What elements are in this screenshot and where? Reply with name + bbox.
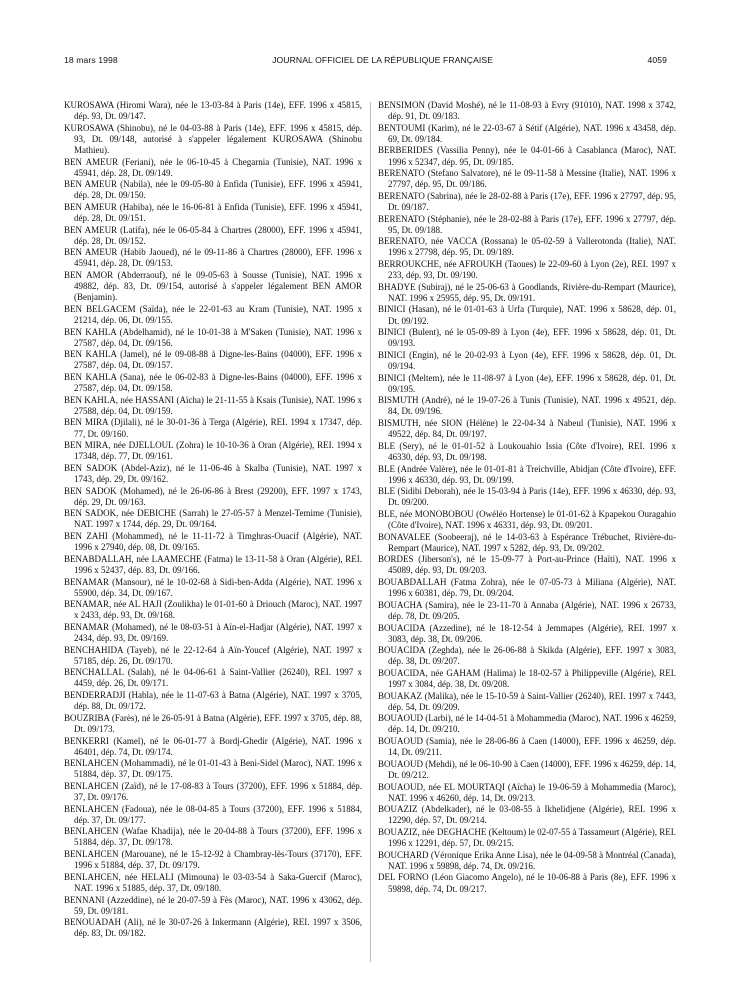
register-entry: BEN MIRA (Djilali), né le 30-01-36 à Terga (Algérie), REI. 1994 x 17347, dép. 77, Dt. 09/160.: [64, 417, 362, 439]
register-entry: BEN KAHLA, née HASSANI (Aïcha) le 21-11-55 à Ksais (Tunisie), NAT. 1996 x 27588, dép. 04, Dt. 09/159.: [64, 394, 362, 416]
register-entry: BOUAOUD (Mehdi), né le 06-10-90 à Caen (14000), EFF. 1996 x 46259, dép. 14, Dt. 09/212.: [378, 758, 676, 780]
register-entry: BENOUADAH (Ali), né le 30-07-26 à Inkermann (Algérie), REI. 1997 x 3506, dép. 83, Dt. 09/182.: [64, 917, 362, 939]
left-column: [64, 100, 362, 982]
register-entry: BEN SADOK, née DEBICHE (Sarrah) le 27-05-57 à Menzel-Temime (Tunisie), NAT. 1997 x 1744, dép. 29, Dt. 09/164.: [64, 508, 362, 530]
register-entry: BEN KAHLA (Abdelhamid), né le 10-01-38 à M'Saken (Tunisie), NAT. 1996 x 27587, dép. 04, Dt. 09/156.: [64, 326, 362, 348]
register-entry: BISMUTH, née SION (Hélène) le 22-04-34 à Nabeul (Tunisie), NAT. 1996 x 49522, dép. 84, Dt. 09/197.: [378, 418, 676, 440]
register-entry: BINICI (Hasan), né le 01-01-63 à Urfa (Turquie), NAT. 1996 x 58628, dép. 01, Dt. 09/192.: [378, 304, 676, 326]
register-entry: BLE (Sidibi Deborah), née le 15-03-94 à Paris (14e), EFF. 1996 x 46330, dép. 93, Dt. 09/200.: [378, 486, 676, 508]
right-column: [378, 100, 676, 982]
register-entry: BERENATO (Sabrina), née le 28-02-88 à Paris (17e), EFF. 1996 x 27797, dép. 95, Dt. 09/187.: [378, 190, 676, 212]
register-entry: BEN SADOK (Mohamed), né le 26-06-86 à Brest (29200), EFF. 1997 x 1743, dép. 29, Dt. 09/163.: [64, 485, 362, 507]
register-entry: BENLAHCEN (Fadoua), née le 08-04-85 à Tours (37200), EFF. 1996 x 51884, dép. 37, Dt. 09/177.: [64, 803, 362, 825]
body-columns: [64, 100, 676, 982]
register-entry: KUROSAWA (Shinobu), né le 04-03-88 à Paris (14e), EFF. 1996 x 45815, dép. 93, Dt. 09/148, autorisé à s'appeler légalement KUROSAWA (Shinobu Mathieu).: [64, 122, 362, 155]
register-entry: BENLAHCEN (Mohammadi), né le 01-01-43 à Beni-Sidel (Maroc), NAT. 1996 x 51884, dép. 37, Dt. 09/175.: [64, 758, 362, 780]
register-entry: BLE (Sery), né le 01-01-52 à Loukouahio Issia (Côte d'Ivoire), REI. 1996 x 46330, dép. 93, Dt. 09/198.: [378, 440, 676, 462]
register-entry: BEN AMOR (Abderraouf), né le 09-05-63 à Sousse (Tunisie), NAT. 1996 x 49882, dép. 83, Dt. 09/154, autorisé à s'appeler légalement BEN AMOR (Benjamin).: [64, 270, 362, 303]
register-entry: BOUZRIBA (Farès), né le 26-05-91 à Batna (Algérie), EFF. 1997 x 3705, dép. 88, Dt. 09/173.: [64, 712, 362, 734]
register-entry: BERENATO (Stéphanie), née le 28-02-88 à Paris (17e), EFF. 1996 x 27797, dép. 95, Dt. 09/188.: [378, 213, 676, 235]
register-entry: BOUACIDA (Zeghda), née le 26-06-88 à Skikda (Algérie), EFF. 1997 x 3083, dép. 38, Dt. 09/207.: [378, 645, 676, 667]
register-entry: DEL FORNO (Léon Giacomo Angelo), né le 10-06-88 à Paris (8e), EFF. 1996 x 59898, dép. 74, Dt. 09/217.: [378, 872, 676, 894]
register-entry: BOUAZIZ (Abdelkader), né le 03-08-55 à Ikhelidjene (Algérie), REI. 1996 x 12290, dép. 57, Dt. 09/214.: [378, 804, 676, 826]
register-entry: BEN BELGACEM (Saïda), née le 22-01-63 au Kram (Tunisie), NAT. 1995 x 21214, dép. 06, Dt. 09/155.: [64, 303, 362, 325]
register-entry: BOUABDALLAH (Fatma Zohra), née le 07-05-73 à Miliana (Algérie), NAT. 1996 x 60381, dép. 79, Dt. 09/204.: [378, 577, 676, 599]
register-entry: BOUACHA (Samira), née le 23-11-70 à Annaba (Algérie), NAT. 1996 x 26733, dép. 78, Dt. 09/205.: [378, 599, 676, 621]
register-entry: BINICI (Engin), né le 20-02-93 à Lyon (4e), EFF. 1996 x 58628, dép. 01, Dt. 09/194.: [378, 349, 676, 371]
header-page-number: 4059: [647, 55, 667, 65]
register-entry: BOUAZIZ, née DEGHACHE (Keltoum) le 02-07-55 à Tassameurt (Algérie), REI. 1996 x 12291, dép. 57, Dt. 09/215.: [378, 827, 676, 849]
register-entry: BERENATO (Stefano Salvatore), né le 09-11-58 à Messine (Italie), NAT. 1996 x 27797, dép. 95, Dt. 09/186.: [378, 168, 676, 190]
register-entry: BOUACIDA, née GAHAM (Halima) le 18-02-57 à Philippeville (Algérie), REI. 1997 x 3084, dép. 38, Dt. 09/208.: [378, 667, 676, 690]
register-entry: BEN AMEUR (Latifa), née le 06-05-84 à Chartres (28000), EFF. 1996 x 45941, dép. 28, Dt. 09/152.: [64, 224, 362, 246]
register-entry: BOUAOUD, née EL MOURTAQI (Aïcha) le 19-06-59 à Mohammedia (Maroc), NAT. 1996 x 46260, dép. 14, Dt. 09/213.: [378, 781, 676, 803]
register-entry: BLE (Andrée Valère), née le 01-01-81 à Treichville, Abidjan (Côte d'Ivoire), EFF. 1996 x 46330, dép. 93, Dt. 09/199.: [378, 463, 676, 485]
register-entry: BENSIMON (David Moshé), né le 11-08-93 à Evry (91010), NAT. 1998 x 3742, dép. 91, Dt. 09/183.: [378, 100, 676, 122]
register-entry: KUROSAWA (Hiromi Wara), née le 13-03-84 à Paris (14e), EFF. 1996 x 45815, dép. 93, Dt. 09/147.: [64, 100, 362, 122]
register-entry: BENDERRADJI (Habla), née le 11-07-63 à Batna (Algérie), NAT. 1997 x 3705, dép. 88, Dt. 09/172.: [64, 690, 362, 712]
register-entry: BISMUTH (André), né le 19-07-26 à Tunis (Tunisie), NAT. 1996 x 49521, dép. 84, Dt. 09/196.: [378, 395, 676, 417]
register-entry: BINICI (Bulent), né le 05-09-89 à Lyon (4e), EFF. 1996 x 58628, dép. 01, Dt. 09/193.: [378, 327, 676, 349]
register-entry: BEN AMEUR (Feriani), née le 06-10-45 à Chegarnia (Tunisie), NAT. 1996 x 45941, dép. 28, Dt. 09/149.: [64, 156, 362, 178]
register-entry: BEN KAHLA (Sana), née le 06-02-83 à Digne-les-Bains (04000), EFF. 1996 x 27587, dép. 04, Dt. 09/158.: [64, 372, 362, 394]
column-divider: [370, 102, 371, 962]
register-entry: BHADYE (Subiraj), né le 25-06-63 à Goodlands, Rivière-du-Rempart (Maurice), NAT. 1996 x 25955, dép. 95, Dt. 09/191.: [378, 281, 676, 303]
register-entry: BENTOUMI (Karim), né le 22-03-67 à Sétif (Algérie), NAT. 1996 x 43458, dép. 69, Dt. 09/184.: [378, 122, 676, 144]
register-entry: BINICI (Meltem), née le 11-08-97 à Lyon (4e), EFF. 1996 x 58628, dép. 01, Dt. 09/195.: [378, 372, 676, 394]
register-entry: BENLAHCEN, née HELALI (Mimouna) le 03-03-54 à Saka-Guercif (Maroc), NAT. 1996 x 51885, dép. 37, Dt. 09/180.: [64, 871, 362, 893]
register-entry: BENLAHCEN (Zaïd), né le 17-08-83 à Tours (37200), EFF. 1996 x 51884, dép. 37, Dt. 09/176.: [64, 780, 362, 803]
register-entry: BEN ZAHI (Mohammed), né le 11-11-72 à Timghras-Ouacif (Algérie), NAT. 1996 x 27940, dép. 08, Dt. 09/165.: [64, 531, 362, 553]
register-entry: BEN SADOK (Abdel-Aziz), né le 11-06-46 à Skalba (Tunisie), NAT. 1997 x 1743, dép. 29, Dt. 09/162.: [64, 462, 362, 484]
register-entry: BONAVALEE (Soobeeraj), né le 14-03-63 à Espérance Trébuchet, Rivière-du-Rempart (Maurice), NAT. 1997 x 5282, dép. 93, Dt. 09/202.: [378, 531, 676, 553]
register-entry: BERROUKCHE, née AFROUKH (Taoues) le 22-09-60 à Lyon (2e), REI. 1997 x 233, dép. 93, Dt. 09/190.: [378, 259, 676, 281]
register-entry: BENLAHCEN (Marouane), né le 15-12-92 à Chambray-lès-Tours (37170), EFF. 1996 x 51884, dép. 37, Dt. 09/179.: [64, 849, 362, 871]
register-entry: BEN AMEUR (Habib Jaoued), né le 09-11-86 à Chartres (28000), EFF. 1996 x 45941, dép. 28, Dt. 09/153.: [64, 247, 362, 269]
register-entry: BENAMAR (Mansour), né le 10-02-68 à Sidi-ben-Adda (Algérie), NAT. 1996 x 55900, dép. 34, Dt. 09/167.: [64, 576, 362, 598]
register-entry: BENAMAR, née AL HAJI (Zoulikha) le 01-01-60 à Driouch (Maroc), NAT. 1997 x 2433, dép. 93, Dt. 09/168.: [64, 599, 362, 621]
register-entry: BERENATO, née VACCA (Rossana) le 05-02-59 à Vallerotonda (Italie), NAT. 1996 x 27798, dép. 95, Dt. 09/189.: [378, 236, 676, 258]
register-entry: BENKERRI (Kamel), né le 06-01-77 à Bordj-Ghedir (Algérie), NAT. 1996 x 46401, dép. 74, Dt. 09/174.: [64, 735, 362, 757]
register-entry: BOUAKAZ (Malika), née le 15-10-59 à Saint-Vallier (26240), REI. 1997 x 7443, dép. 54, Dt. 09/209.: [378, 690, 676, 712]
register-entry: BERBERIDES (Vassilia Penny), née le 04-01-66 à Casablanca (Maroc), NAT. 1996 x 52347, dép. 95, Dt. 09/185.: [378, 145, 676, 167]
register-entry: BLE, née MONOBOBOU (Owéléo Hortense) le 01-01-62 à Kpapekou Ouragahio (Côte d'Ivoire), NAT. 1996 x 46331, dép. 93, Dt. 09/201.: [378, 508, 676, 530]
register-entry: BENABDALLAH, née LAAMECHE (Fatma) le 13-11-58 à Oran (Algérie), REI. 1996 x 52437, dép. 83, Dt. 09/166.: [64, 553, 362, 575]
register-entry: BEN AMEUR (Habiba), née le 16-06-81 à Enfida (Tunisie), EFF. 1996 x 45941, dép. 28, Dt. 09/151.: [64, 201, 362, 223]
register-entry: BENLAHCEN (Wafae Khadija), née le 20-04-88 à Tours (37200), EFF. 1996 x 51884, dép. 37, Dt. 09/178.: [64, 826, 362, 848]
register-entry: BENNANI (Azzeddine), né le 20-07-59 à Fès (Maroc), NAT. 1996 x 43062, dép. 59, Dt. 09/181.: [64, 894, 362, 916]
register-entry: BOUAOUD (Samia), née le 28-06-86 à Caen (14000), EFF. 1996 x 46259, dép. 14, Dt. 09/211.: [378, 736, 676, 758]
register-entry: BENAMAR (Mohamed), né le 08-03-51 à Aïn-el-Hadjar (Algérie), NAT. 1997 x 2434, dép. 93, Dt. 09/169.: [64, 621, 362, 643]
page-header: [64, 55, 667, 65]
header-title: JOURNAL OFFICIEL DE LA RÉPUBLIQUE FRANÇAISE: [272, 55, 494, 65]
register-entry: BENCHAHIDA (Tayeb), né le 22-12-64 à Aïn-Youcef (Algérie), NAT. 1997 x 57185, dép. 26, Dt. 09/170.: [64, 644, 362, 666]
register-entry: BOUCHARD (Véronique Erika Anne Lisa), née le 04-09-58 à Montréal (Canada), NAT. 1996 x 59898, dép. 74, Dt. 09/216.: [378, 849, 676, 871]
register-entry: BEN AMEUR (Nabila), née le 09-05-80 à Enfida (Tunisie), EFF. 1996 x 45941, dép. 28, Dt. 09/150.: [64, 179, 362, 201]
register-entry: BENCHALLAL (Salah), né le 04-06-61 à Saint-Vallier (26240), REI. 1997 x 4459, dép. 26, Dt. 09/171.: [64, 667, 362, 689]
register-entry: BEN MIRA, née DJELLOUL (Zohra) le 10-10-36 à Oran (Algérie), REI. 1994 x 17348, dép. 77, Dt. 09/161.: [64, 440, 362, 462]
header-date: 18 mars 1998: [64, 55, 118, 65]
register-entry: BOUAOUD (Larbi), né le 14-04-51 à Mohammedia (Maroc), NAT. 1996 x 46259, dép. 14, Dt. 09/210.: [378, 713, 676, 735]
register-entry: BEN KAHLA (Jamel), né le 09-08-88 à Digne-les-Bains (04000), EFF. 1996 x 27587, dép. 04, Dt. 09/157.: [64, 349, 362, 371]
register-entry: BORDES (Jiberson's), né le 15-09-77 à Port-au-Prince (Haïti), NAT. 1996 x 45089, dép. 93, Dt. 09/203.: [378, 554, 676, 576]
register-entry: BOUACIDA (Azzedine), né le 18-12-54 à Jemmapes (Algérie), REI. 1997 x 3083, dép. 38, Dt. 09/206.: [378, 622, 676, 644]
